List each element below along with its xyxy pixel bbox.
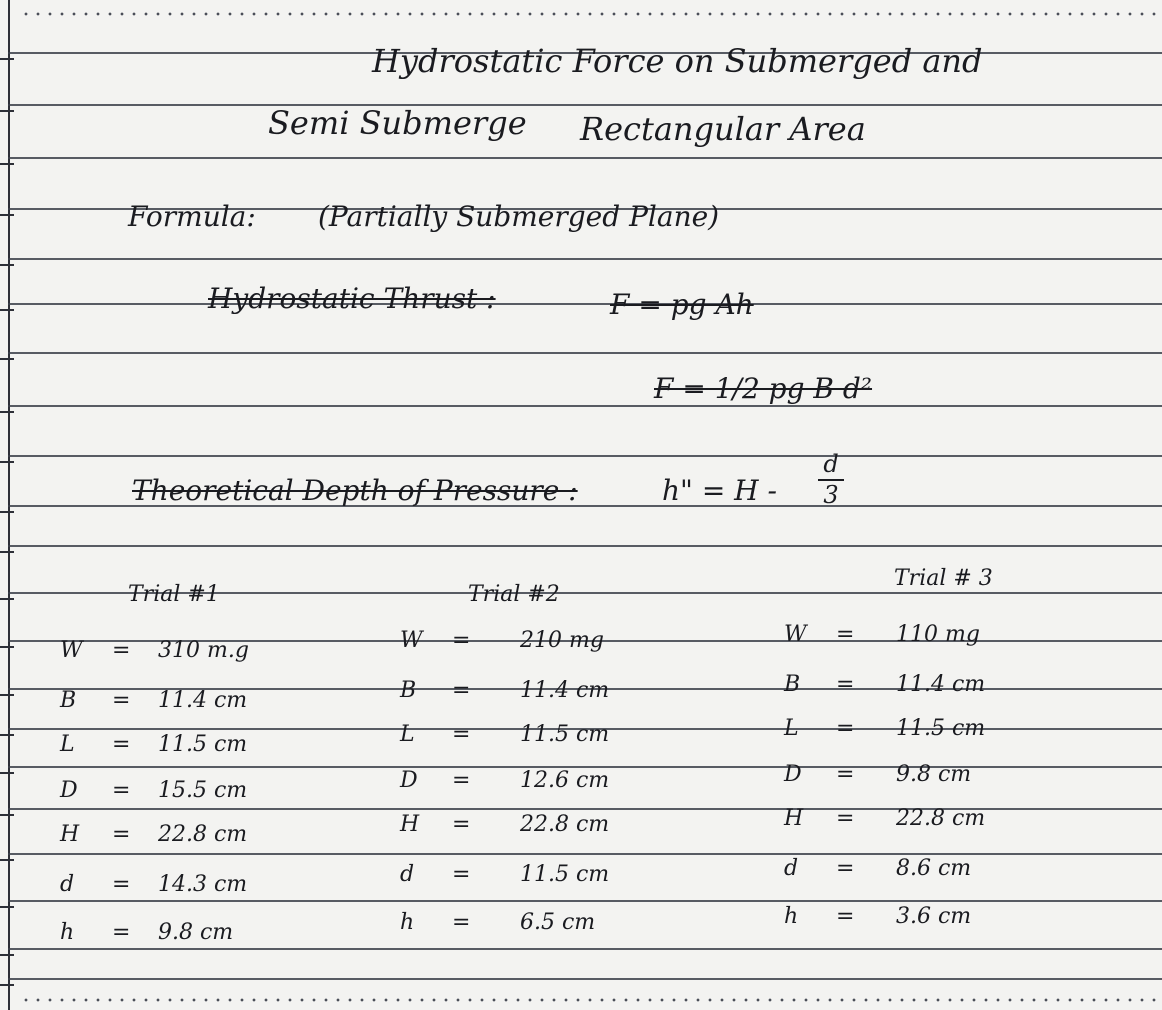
trial-variable: W — [784, 622, 807, 647]
trial-value: 11.5 cm — [520, 862, 610, 887]
trial-equals: = — [836, 672, 855, 697]
thrust-equation-2: F = 1/2 pg B d² — [654, 372, 873, 405]
margin-tick — [0, 110, 14, 112]
trial-variable: L — [400, 722, 415, 747]
trial-value: 9.8 cm — [896, 762, 972, 787]
ruled-line — [8, 104, 1162, 106]
depth-fraction-denominator: 3 — [823, 481, 839, 510]
trial-variable: B — [784, 672, 801, 697]
trial-variable: W — [60, 638, 83, 663]
margin-tick — [0, 954, 14, 956]
trial-equals: = — [836, 716, 855, 741]
margin-tick — [0, 646, 14, 648]
trial-variable: d — [60, 872, 75, 897]
trial-variable: L — [60, 732, 75, 757]
ruled-line — [8, 978, 1162, 980]
trial-variable: h — [60, 920, 75, 945]
trial-variable: D — [784, 762, 802, 787]
trial-value: 3.6 cm — [896, 904, 972, 929]
margin-tick — [0, 598, 14, 600]
trial-variable: H — [400, 812, 420, 837]
margin-tick — [0, 772, 14, 774]
trial-variable: B — [400, 678, 417, 703]
ruled-line — [8, 900, 1162, 902]
trial-variable: D — [400, 768, 418, 793]
trial-variable: d — [400, 862, 415, 887]
trial-value: 12.6 cm — [520, 768, 610, 793]
bottom-perforation — [20, 998, 1162, 1002]
trial-equals: = — [836, 622, 855, 647]
trial-value: 22.8 cm — [158, 822, 248, 847]
ruled-line — [8, 352, 1162, 354]
trial-value: 14.3 cm — [158, 872, 248, 897]
trial-equals: = — [452, 678, 471, 703]
trial-value: 11.4 cm — [158, 688, 248, 713]
trial-variable: d — [784, 856, 799, 881]
trial-value: 110 mg — [896, 622, 980, 647]
title-line-1: Hydrostatic Force on Submerged and — [372, 42, 983, 80]
margin-tick — [0, 814, 14, 816]
trial-value: 11.4 cm — [896, 672, 986, 697]
trial-equals: = — [452, 910, 471, 935]
trial-value: 210 mg — [520, 628, 604, 653]
trial-value: 11.4 cm — [520, 678, 610, 703]
depth-fraction — [818, 452, 844, 508]
margin-tick — [0, 984, 14, 986]
trial-value: 22.8 cm — [520, 812, 610, 837]
margin-tick — [0, 734, 14, 736]
trial-equals: = — [112, 822, 131, 847]
margin-tick — [0, 358, 14, 360]
thrust-equation-1: F = pg Ah — [610, 288, 754, 321]
margin-tick — [0, 58, 14, 60]
thrust-label: Hydrostatic Thrust : — [208, 282, 496, 315]
trial-equals: = — [836, 856, 855, 881]
trial-equals: = — [836, 806, 855, 831]
ruled-line — [8, 545, 1162, 547]
trial-equals: = — [452, 862, 471, 887]
ruled-line — [8, 455, 1162, 457]
trial-equals: = — [112, 778, 131, 803]
trial-variable: D — [60, 778, 78, 803]
trial-equals: = — [452, 722, 471, 747]
margin-tick — [0, 411, 14, 413]
margin-tick — [0, 694, 14, 696]
ruled-line — [8, 948, 1162, 950]
margin-tick — [0, 906, 14, 908]
trial-variable: W — [400, 628, 423, 653]
trial-label: Trial #2 — [468, 582, 560, 607]
trial-variable: h — [784, 904, 799, 929]
trial-label: Trial #1 — [128, 582, 220, 607]
trial-equals: = — [112, 732, 131, 757]
trial-value: 22.8 cm — [896, 806, 986, 831]
trial-equals: = — [112, 638, 131, 663]
trial-value: 310 m.g — [158, 638, 249, 663]
margin-tick — [0, 511, 14, 513]
ruled-line — [8, 157, 1162, 159]
formula-heading: Formula: — [128, 200, 256, 233]
title-line-2b: Rectangular Area — [580, 110, 866, 148]
margin-tick — [0, 309, 14, 311]
trial-value: 6.5 cm — [520, 910, 596, 935]
trial-value: 9.8 cm — [158, 920, 234, 945]
margin-tick — [0, 264, 14, 266]
trial-variable: B — [60, 688, 77, 713]
margin-tick — [0, 163, 14, 165]
formula-note: (Partially Submerged Plane) — [318, 200, 720, 233]
trial-label: Trial # 3 — [894, 566, 993, 591]
trial-value: 15.5 cm — [158, 778, 248, 803]
depth-fraction-numerator: d — [823, 450, 839, 478]
trial-equals: = — [112, 920, 131, 945]
trial-value: 11.5 cm — [896, 716, 986, 741]
trial-variable: H — [784, 806, 804, 831]
trial-equals: = — [112, 688, 131, 713]
trial-variable: h — [400, 910, 415, 935]
depth-equation: h" = H - — [662, 474, 777, 507]
title-line-2a: Semi Submerge — [268, 104, 527, 142]
trial-value: 8.6 cm — [896, 856, 972, 881]
margin-tick — [0, 859, 14, 861]
ruled-line — [8, 405, 1162, 407]
margin-tick — [0, 551, 14, 553]
ruled-line — [8, 853, 1162, 855]
trial-variable: L — [784, 716, 799, 741]
trial-equals: = — [836, 762, 855, 787]
trial-equals: = — [452, 812, 471, 837]
trial-equals: = — [452, 628, 471, 653]
ruled-line — [8, 303, 1162, 305]
trial-equals: = — [452, 768, 471, 793]
ruled-line — [8, 258, 1162, 260]
trial-equals: = — [112, 872, 131, 897]
trial-value: 11.5 cm — [158, 732, 248, 757]
top-perforation — [20, 12, 1162, 16]
margin-tick — [0, 461, 14, 463]
margin-tick — [0, 214, 14, 216]
depth-label: Theoretical Depth of Pressure : — [132, 474, 578, 507]
trial-equals: = — [836, 904, 855, 929]
trial-value: 11.5 cm — [520, 722, 610, 747]
ruled-line — [8, 808, 1162, 810]
trial-variable: H — [60, 822, 80, 847]
